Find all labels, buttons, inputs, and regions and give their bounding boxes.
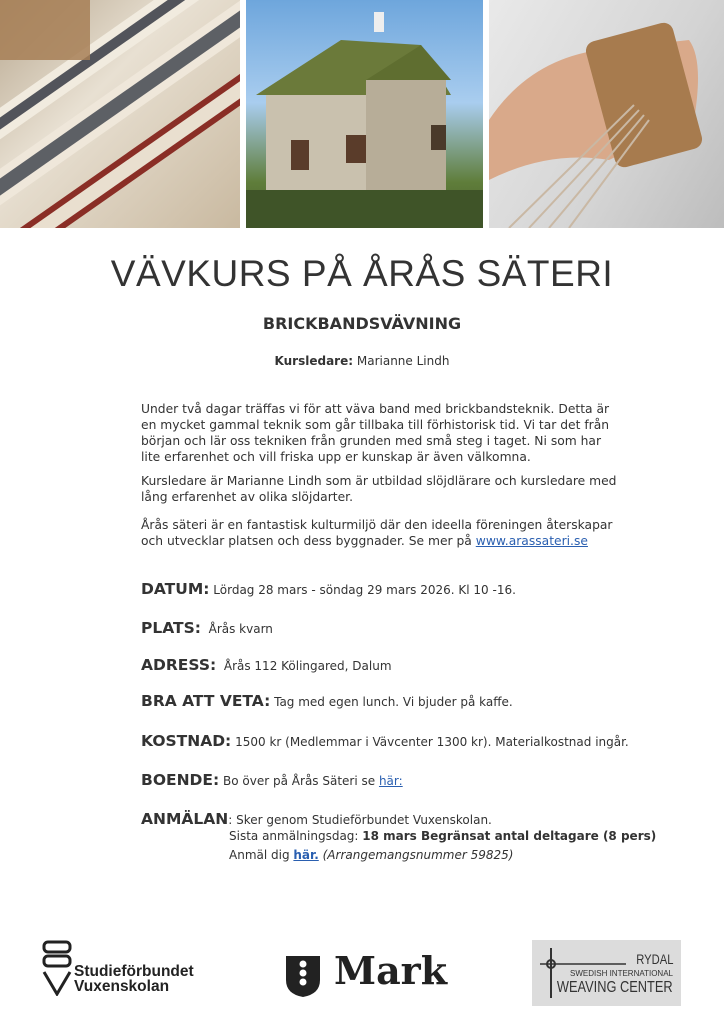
date-value: Lördag 28 mars - söndag 29 mars 2026. Kl 10 -16. bbox=[213, 583, 516, 597]
date-label: DATUM: bbox=[141, 580, 210, 598]
register-link[interactable]: här. bbox=[293, 848, 319, 862]
rydal-subtitle: SWEDISH INTERNATIONAL bbox=[570, 969, 673, 978]
good-to-know-value: Tag med egen lunch. Vi bjuder på kaffe. bbox=[274, 695, 513, 709]
place-value: Årås kvarn bbox=[208, 622, 273, 636]
course-leader-label: Kursledare: bbox=[274, 354, 354, 368]
course-leader bbox=[0, 354, 724, 368]
register-text: Anmäl dig bbox=[229, 848, 294, 862]
rydal-title: RYDAL bbox=[635, 951, 673, 967]
accommodation-value: Bo över på Årås Säteri se bbox=[223, 774, 379, 788]
registration-deadline bbox=[229, 829, 656, 843]
good-to-know-label: BRA ATT VETA: bbox=[141, 692, 271, 710]
mark-logo bbox=[284, 948, 448, 1002]
website-link[interactable]: www.arassateri.se bbox=[475, 534, 588, 548]
cost-label: KOSTNAD: bbox=[141, 732, 232, 750]
accommodation-row bbox=[141, 771, 403, 789]
page-title: VÄVKURS PÅ ÅRÅS SÄTERI bbox=[110, 253, 614, 294]
woven-bands-photo bbox=[0, 0, 240, 228]
leader-paragraph: Kursledare är Marianne Lindh som är utbildad slöjdlärare och kursledare med lång erfarenhet av olika slöjdarter. bbox=[141, 474, 617, 504]
intro-paragraph: Under två dagar träffas vi för att väva band med brickbandsteknik. Detta är en mycket gammal teknik som går tillbaka till förhistorisk tid. Vi tar det från början och lär oss tekniken från grunden med små steg i taget. Ni som har lite erfarenhet och vill friska upp er kunskap är även välkomna. bbox=[141, 402, 610, 464]
good-to-know-row bbox=[141, 692, 513, 710]
registration-row bbox=[141, 810, 492, 828]
address-row bbox=[141, 656, 392, 674]
place-label: PLATS: bbox=[141, 619, 201, 637]
sv-logo-line1: Studieförbundet bbox=[74, 963, 194, 980]
sv-mark-icon bbox=[42, 940, 72, 996]
registration-value: : Sker genom Studieförbundet Vuxenskolan. bbox=[228, 813, 492, 827]
address-value: Årås 112 Kölingared, Dalum bbox=[223, 659, 392, 673]
subtitle: BRICKBANDSVÄVNING bbox=[262, 314, 462, 333]
cost-value: 1500 kr (Medlemmar i Vävcenter 1300 kr). Materialkostnad ingår. bbox=[235, 735, 629, 749]
registration-label: ANMÄLAN bbox=[141, 810, 229, 828]
accommodation-label: BOENDE: bbox=[141, 771, 220, 789]
venue-text: Årås säteri är en fantastisk kulturmiljö där den ideella föreningen återskapar och utvecklar platsen och dess byggnader. Se mer på bbox=[141, 518, 613, 548]
accommodation-link[interactable]: här: bbox=[378, 774, 403, 788]
registration-link-line bbox=[229, 848, 513, 862]
place-row bbox=[141, 619, 273, 637]
manor-house-photo bbox=[246, 0, 483, 228]
hand-with-tablets-photo bbox=[489, 0, 724, 228]
deadline-label: Sista anmälningsdag: bbox=[229, 829, 363, 843]
cost-row bbox=[141, 732, 629, 750]
mark-coat-of-arms-icon bbox=[284, 954, 322, 998]
date-row bbox=[141, 580, 516, 598]
sv-logo-line2: Vuxenskolan bbox=[74, 978, 170, 995]
address-label: ADRESS: bbox=[141, 656, 217, 674]
venue-paragraph bbox=[141, 517, 621, 549]
course-leader-name: Marianne Lindh bbox=[356, 354, 450, 368]
rydal-logo bbox=[532, 940, 681, 1006]
deadline-value: 18 mars Begränsat antal deltagare (8 pers) bbox=[362, 829, 657, 843]
event-number: (Arrangemangsnummer 59825) bbox=[322, 848, 514, 862]
rydal-center: WEAVING CENTER bbox=[557, 979, 673, 996]
mark-logo-text: Mark bbox=[334, 948, 448, 993]
